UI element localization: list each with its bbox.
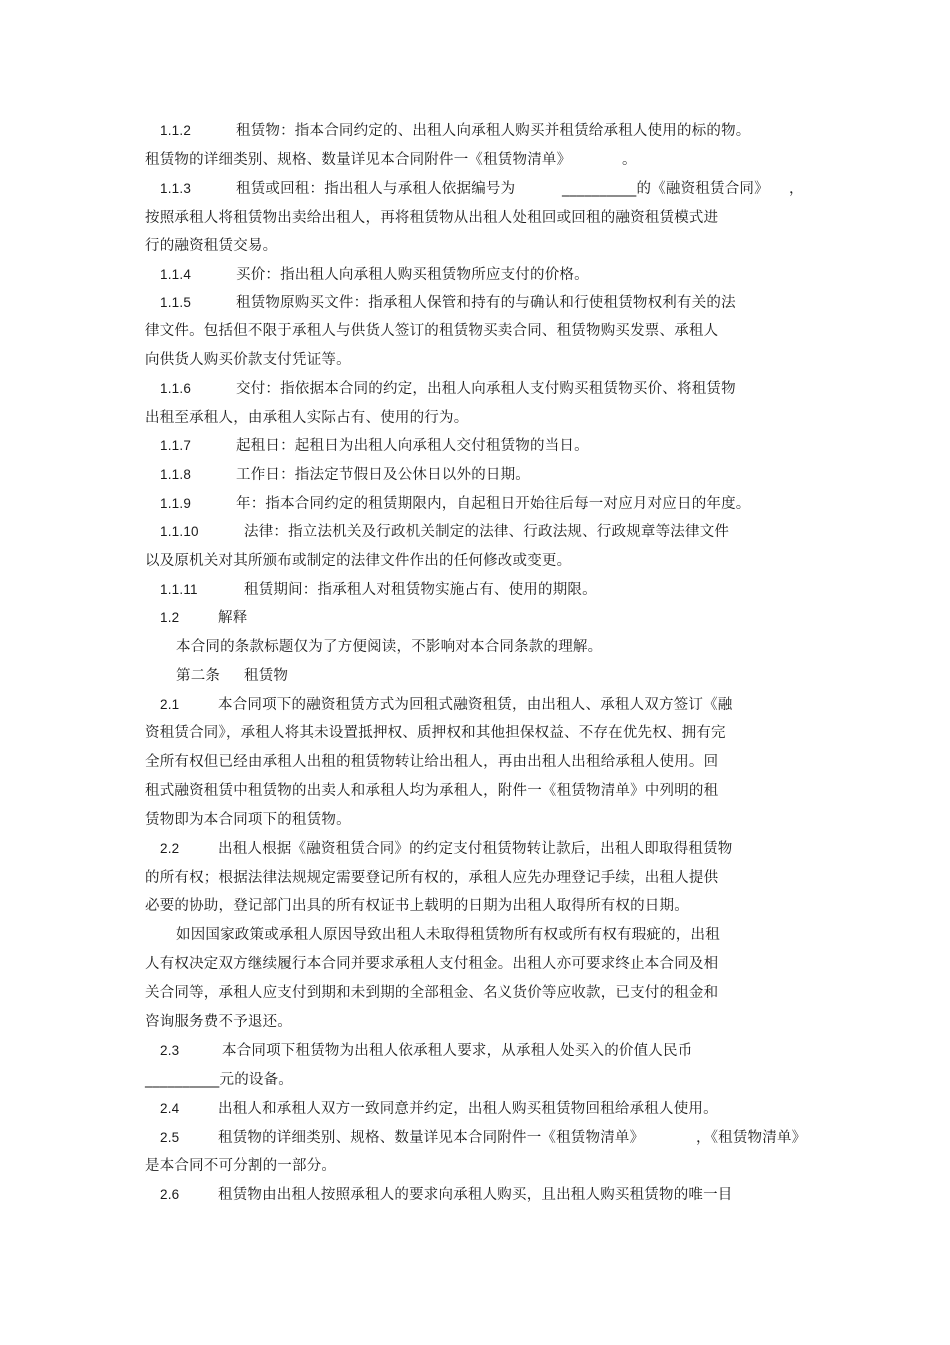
clause-text: 全所有权但已经由承租人出租的租赁物转让给出租人，再由出租人出租给承租人使用。回	[145, 754, 719, 770]
clause-text: 行的融资租赁交易。	[145, 238, 278, 254]
clause-text: 租赁或回租：指出租人与承租人依据编号为	[236, 181, 516, 197]
clause-text: 出租人根据《融资租赁合同》的约定支付租赁物转让款后，出租人即取得租赁物	[218, 841, 733, 857]
clause-number: 2.3	[160, 1043, 180, 1058]
clause-text: 法律：指立法机关及行政机关制定的法律、行政法规、行政规章等法律文件	[244, 524, 730, 540]
clause-number: 2.5	[160, 1130, 180, 1145]
clause-text: 本合同项下租赁物为出租人依承租人要求，从承租人处买入的价值人民币	[222, 1043, 693, 1059]
clause-number: 1.1.11	[160, 582, 198, 597]
clause-number: 2.4	[160, 1101, 180, 1116]
clause-text: 年：指本合同约定的租赁期限内，自起租日开始往后每一对应月对应日的年度。	[236, 496, 751, 512]
clause-text: 赁物即为本合同项下的租赁物。	[145, 812, 351, 828]
clause-text: 是本合同不可分割的一部分。	[145, 1158, 337, 1174]
clause-text: 本合同项下的融资租赁方式为回租式融资租赁，由出租人、承租人双方签订《融	[218, 697, 733, 713]
clause-text: ，《租赁物清单》	[696, 1130, 807, 1146]
clause-heading: 解释	[218, 610, 248, 626]
clause-number: 2.1	[160, 697, 180, 712]
clause-text: 关合同等，承租人应支付到期和未到期的全部租金、名义货价等应收款，已支付的租金和	[145, 985, 719, 1001]
clause-text: 租赁物原购买文件：指承租人保管和持有的与确认和行使租赁物权利有关的法	[236, 295, 736, 311]
clause-text: 租赁物：指本合同约定的、出租人向承租人购买并租赁给承租人使用的标的物。	[236, 123, 751, 139]
clause-number: 1.2	[160, 610, 180, 625]
clause-text: 租赁物的详细类别、规格、数量详见本合同附件一《租赁物清单》	[145, 152, 572, 168]
clause-number: 1.1.9	[160, 496, 192, 511]
clause-text: 以及原机关对其所颁布或制定的法律文件作出的任何修改或变更。	[145, 553, 572, 569]
clause-text: 如因国家政策或承租人原因导致出租人未取得租赁物所有权或所有权有瑕疵的，出租	[176, 927, 720, 943]
article-number: 第二条	[176, 668, 221, 684]
clause-text: 按照承租人将租赁物出卖给出租人，再将租赁物从出租人处租回或回租的融资租赁模式进	[145, 210, 719, 226]
clause-number: 1.1.10	[160, 524, 199, 539]
clause-text: 。	[622, 152, 637, 168]
article-title: 租赁物	[244, 668, 289, 684]
clause-text: __________的《融资租赁合同》	[562, 181, 769, 197]
clause-text: 的所有权；根据法律法规规定需要登记所有权的，承租人应先办理登记手续，出租人提供	[145, 870, 719, 886]
clause-text: 出租至承租人，由承租人实际占有、使用的行为。	[145, 410, 469, 426]
clause-text: 工作日：指法定节假日及公休日以外的日期。	[236, 467, 530, 483]
clause-number: 2.6	[160, 1187, 180, 1202]
clause-text: 出租人和承租人双方一致同意并约定，出租人购买租赁物回租给承租人使用。	[218, 1101, 718, 1117]
clause-text: 本合同的条款标题仅为了方便阅读，不影响对本合同条款的理解。	[176, 639, 603, 655]
clause-text: 租式融资租赁中租赁物的出卖人和承租人均为承租人，附件一《租赁物清单》中列明的租	[145, 783, 719, 799]
clause-text: 买价：指出租人向承租人购买租赁物所应支付的价格。	[236, 267, 589, 283]
clause-text: 人有权决定双方继续履行本合同并要求承租人支付租金。出租人亦可要求终止本合同及相	[145, 956, 719, 972]
clause-number: 1.1.8	[160, 467, 192, 482]
clause-text: 租赁物的详细类别、规格、数量详见本合同附件一《租赁物清单》	[218, 1130, 645, 1146]
clause-number: 2.2	[160, 841, 180, 856]
clause-number: 1.1.3	[160, 181, 192, 196]
clause-text: 向供货人购买价款支付凭证等。	[145, 352, 351, 368]
clause-text: 起租日：起租日为出租人向承租人交付租赁物的当日。	[236, 438, 589, 454]
clause-number: 1.1.4	[160, 267, 192, 282]
clause-text: 资租赁合同》，承租人将其未设置抵押权、质押权和其他担保权益、不存在优先权、拥有完	[145, 725, 726, 741]
clause-text: ，	[789, 181, 804, 197]
clause-text: 咨询服务费不予退还。	[145, 1014, 292, 1030]
clause-number: 1.1.7	[160, 438, 192, 453]
clause-number: 1.1.6	[160, 381, 192, 396]
clause-number: 1.1.2	[160, 123, 192, 138]
clause-text: 律文件。包括但不限于承租人与供货人签订的租赁物买卖合同、租赁物购买发票、承租人	[145, 323, 719, 339]
clause-text: 租赁期间：指承租人对租赁物实施占有、使用的期限。	[244, 582, 597, 598]
clause-text: __________元的设备。	[145, 1072, 293, 1088]
clause-text: 必要的协助，登记部门出具的所有权证书上载明的日期为出租人取得所有权的日期。	[145, 898, 689, 914]
clause-text: 租赁物由出租人按照承租人的要求向承租人购买，且出租人购买租赁物的唯一目	[218, 1187, 733, 1203]
clause-text: 交付：指依据本合同的约定，出租人向承租人支付购买租赁物买价、将租赁物	[236, 381, 736, 397]
clause-number: 1.1.5	[160, 295, 192, 310]
